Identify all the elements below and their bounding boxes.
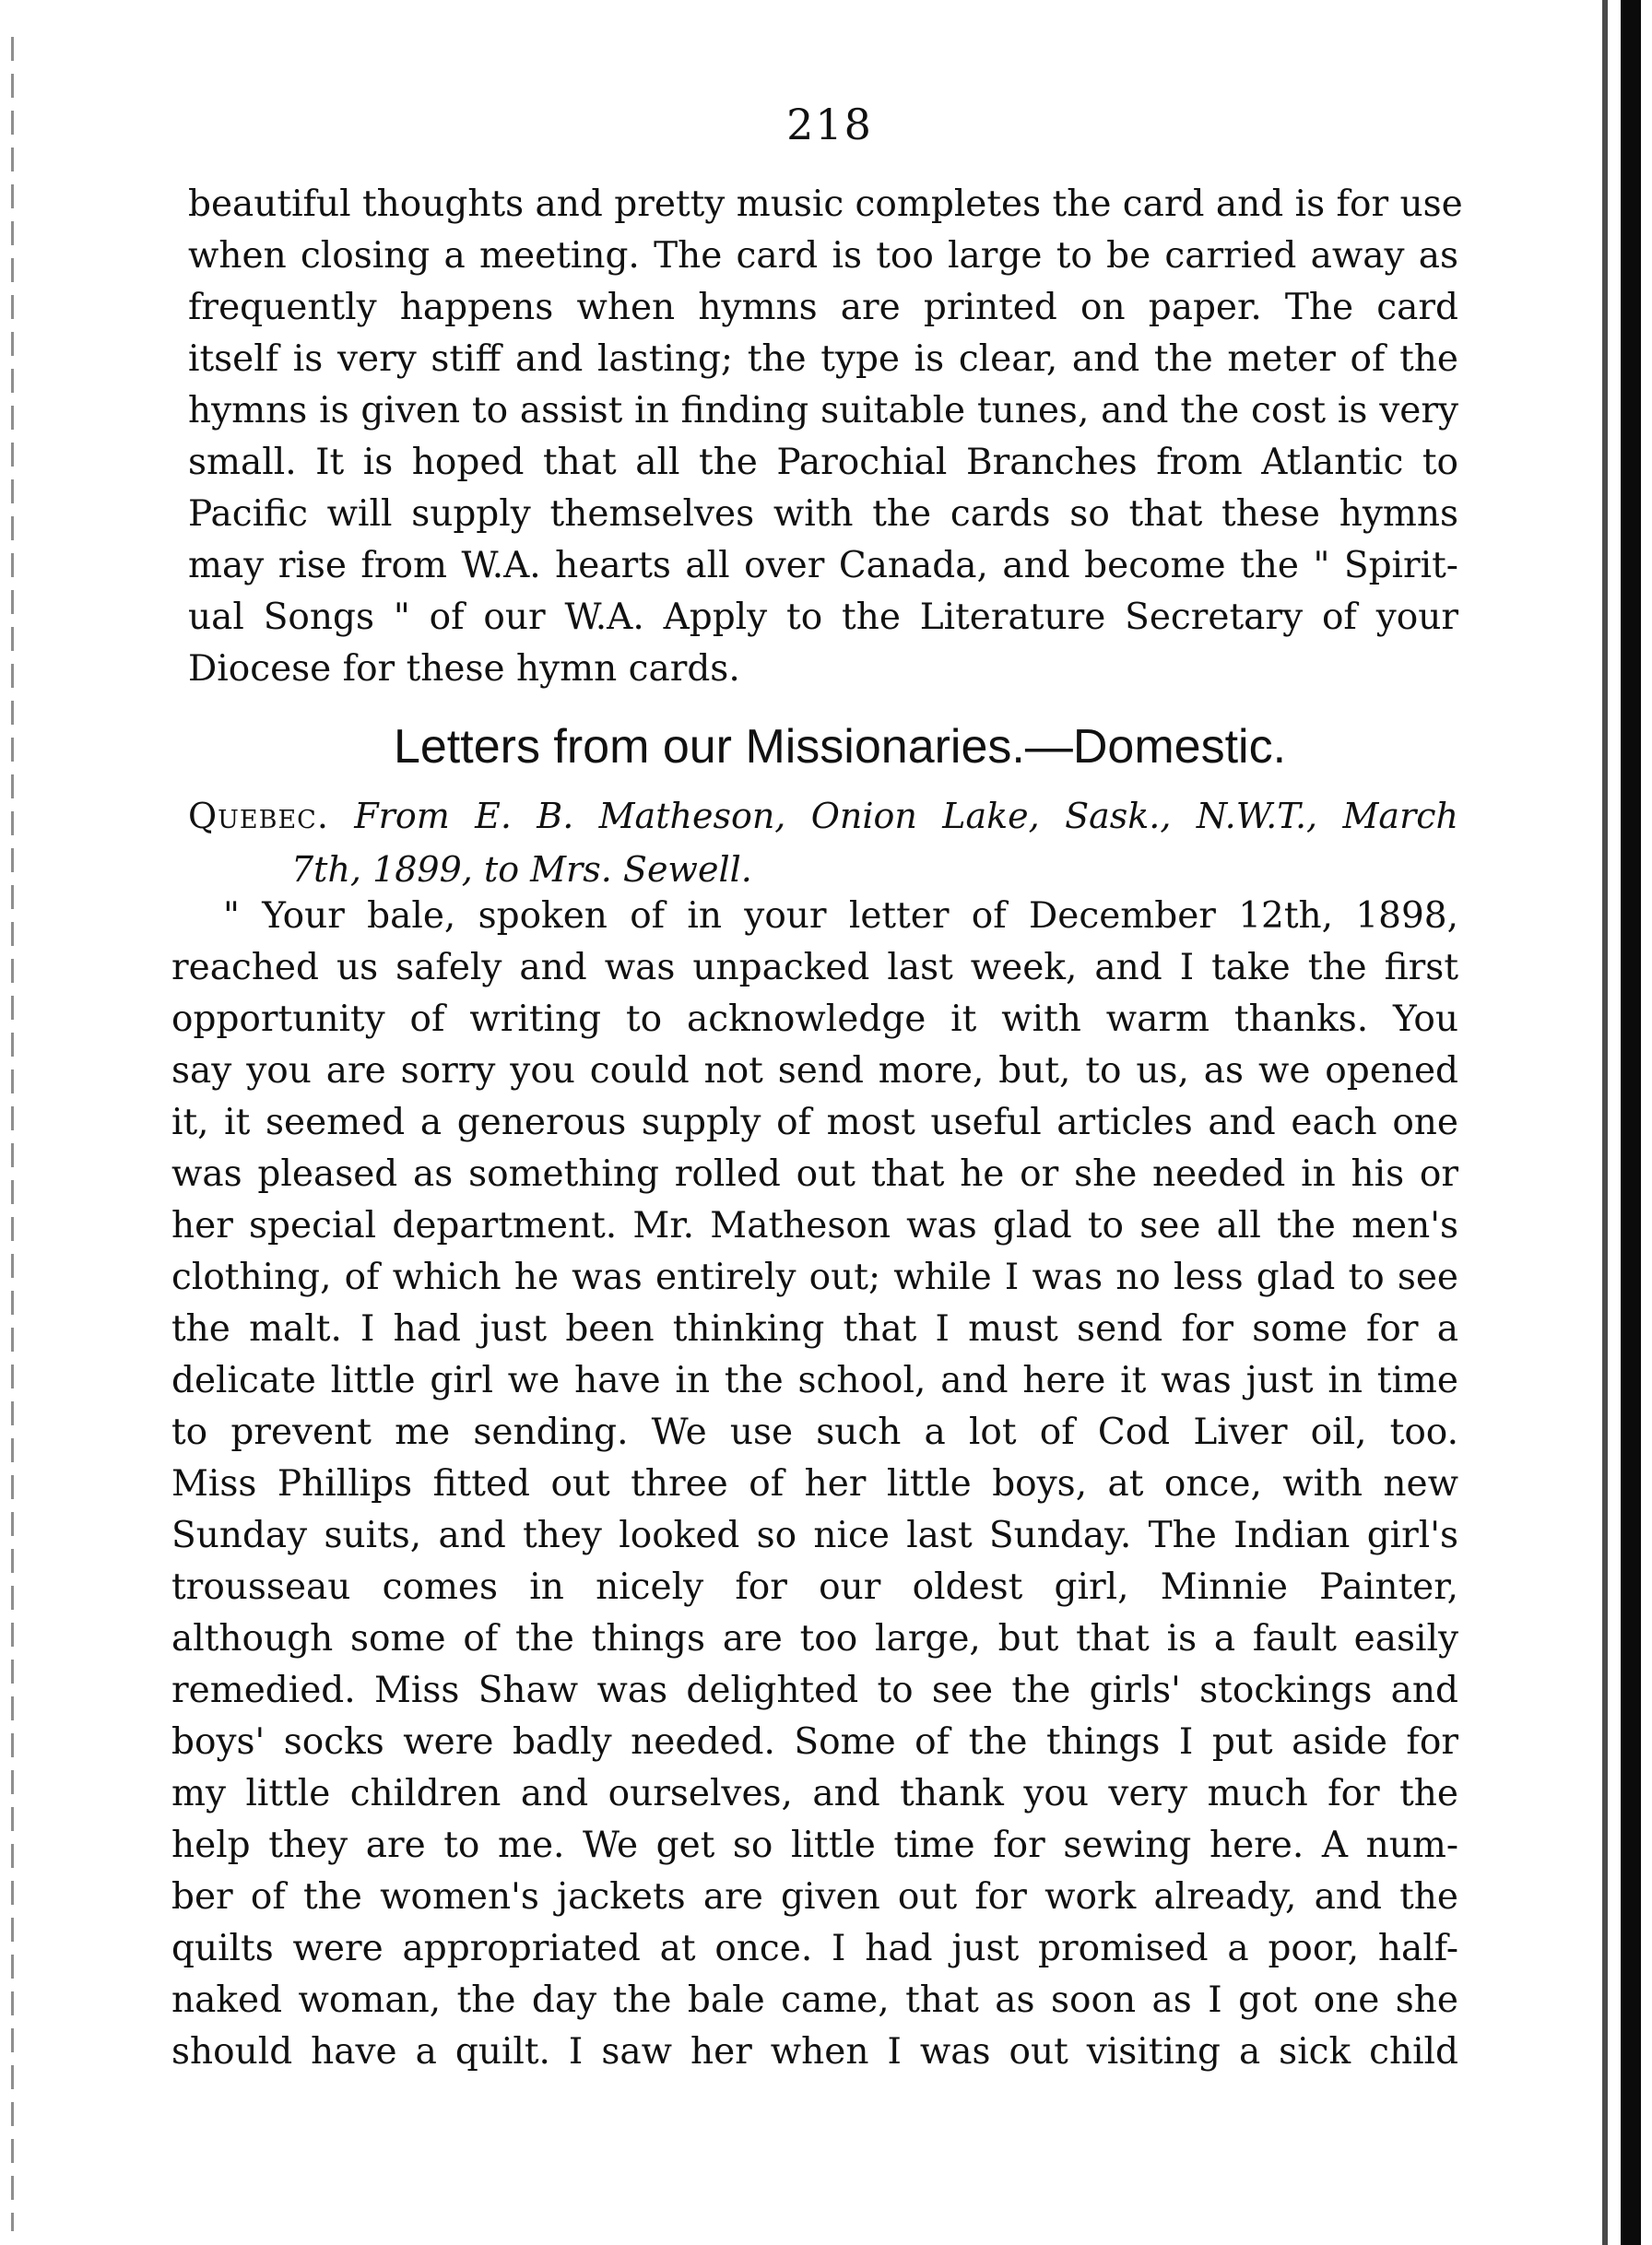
text-line: was pleased as something rolled out that he or she needed in his or: [171, 1153, 1458, 1195]
text-line: frequently happens when hymns are printed on paper. The card: [188, 287, 1458, 328]
text-line: naked woman, the day the bale came, that as soon as I got one she: [171, 1979, 1458, 2021]
text-line: Pacific will supply themselves with the cards so that these hymns: [188, 493, 1458, 535]
dateline-row-1: [188, 789, 1458, 843]
text-line: when closing a meeting. The card is too large to be carried away as: [188, 235, 1458, 277]
dateline-sender: From E. B. Matheson, Onion Lake, Sask., N.W.T., March: [354, 796, 1458, 836]
intro-paragraph: [188, 179, 1463, 695]
text-line: hymns is given to assist in finding suitable tunes, and the cost is very: [188, 390, 1458, 431]
text-line: Sunday suits, and they looked so nice last Sunday. The Indian girl's: [171, 1515, 1458, 1556]
text-line: help they are to me. We get so little time for sewing here. A num-: [171, 1825, 1458, 1866]
text-line: Miss Phillips fitted out three of her little boys, at once, with new: [171, 1463, 1458, 1505]
text-line: boys' socks were badly needed. Some of the things I put aside for: [171, 1721, 1458, 1763]
text-line: the malt. I had just been thinking that I must send for some for a: [171, 1308, 1458, 1350]
text-line: her special department. Mr. Matheson was glad to see all the men's: [171, 1205, 1458, 1247]
text-line: should have a quilt. I saw her when I was out visiting a sick child: [171, 2031, 1458, 2073]
text-line: trousseau comes in nicely for our oldest girl, Minnie Painter,: [171, 1566, 1458, 1608]
text-line: may rise from W.A. hearts all over Canada, and become the " Spirit-: [188, 545, 1458, 586]
text-line: beautiful thoughts and pretty music completes the card and is for use: [188, 183, 1463, 225]
text-line: itself is very stiff and lasting; the type is clear, and the meter of the: [188, 338, 1458, 380]
text-line: opportunity of writing to acknowledge it with warm thanks. You: [171, 998, 1458, 1040]
text-line: it, it seemed a generous supply of most useful articles and each one: [171, 1102, 1458, 1143]
scan-edge-right-shadow: [1602, 0, 1608, 2245]
section-heading: Letters from our Missionaries.—Domestic.: [393, 720, 1287, 774]
dateline-row-2: 7th, 1899, to Mrs. Sewell.: [291, 849, 752, 890]
scan-edge-left: [11, 37, 14, 2231]
text-line: remedied. Miss Shaw was delighted to see the girls' stockings and: [171, 1670, 1458, 1711]
dateline-place: Quebec.: [188, 796, 329, 836]
text-line: " Your bale, spoken of in your letter of December 12th, 1898,: [223, 895, 1458, 937]
text-line: delicate little girl we have in the school, and here it was just in time: [171, 1360, 1458, 1401]
text-line: Diocese for these hymn cards.: [188, 648, 740, 690]
text-line: quilts were appropriated at once. I had just promised a poor, half-: [171, 1928, 1458, 1969]
scan-edge-right: [1621, 0, 1641, 2245]
letter-dateline: [188, 789, 1458, 896]
text-line: ber of the women's jackets are given out for work already, and the: [171, 1876, 1458, 1918]
text-line: ual Songs " of our W.A. Apply to the Literature Secretary of your: [188, 597, 1458, 638]
text-line: say you are sorry you could not send more, but, to us, as we opened: [171, 1050, 1458, 1092]
page-number: 218: [786, 100, 873, 149]
text-line: to prevent me sending. We use such a lot of Cod Liver oil, too.: [171, 1412, 1458, 1453]
text-line: although some of the things are too large, but that is a fault easily: [171, 1618, 1458, 1660]
text-line: small. It is hoped that all the Parochial Branches from Atlantic to: [188, 442, 1458, 483]
text-line: my little children and ourselves, and thank you very much for the: [171, 1773, 1458, 1814]
text-line: clothing, of which he was entirely out; while I was no less glad to see: [171, 1257, 1458, 1298]
text-line: reached us safely and was unpacked last week, and I take the first: [171, 947, 1458, 988]
letter-body: [171, 891, 1458, 2078]
